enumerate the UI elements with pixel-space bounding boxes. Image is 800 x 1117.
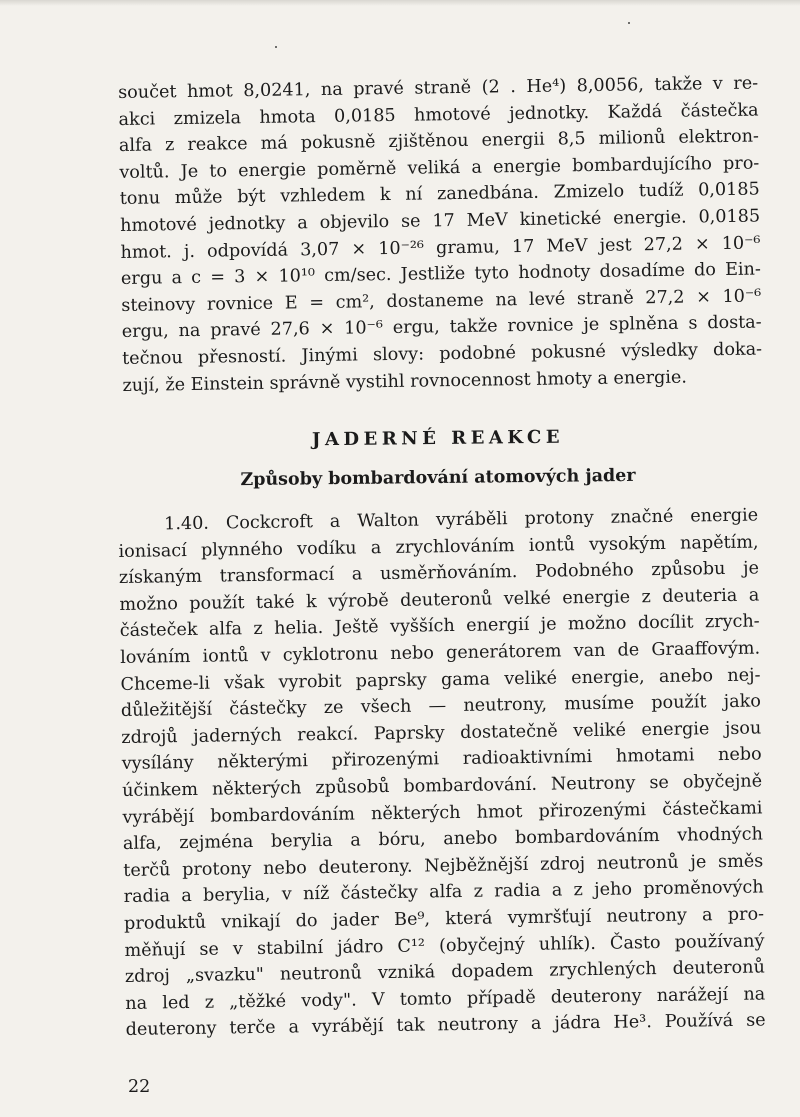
text-line: alfa, zejména berylia a bóru, anebo bombardováním vhodných (122, 824, 764, 855)
scan-edge-shadow (0, 0, 800, 6)
text-line: hmotové jednotky a objevilo se 17 MeV kinetické energie. 0,0185 (120, 206, 761, 236)
text-line: zují, že Einstein správně vystihl rovnocennost hmoty a energie. (122, 367, 688, 396)
text-line: terčů protony nebo deuterony. Nejběžnější zdroj neutronů je směs (123, 851, 764, 881)
text-line: ionisací plynného vodíku a zrychlováním iontů vysokým napětím, (118, 532, 759, 562)
text-line: Chceme-li však vyrobit paprsky gama veliké energie, anebo nej- (120, 665, 761, 695)
text-line: hmot. j. odpovídá 3,07 × 10⁻²⁶ gramu, 17 MeV jest 27,2 × 10⁻⁶ (120, 233, 761, 263)
text-line: deuterony terče a vyrábějí tak neutrony a jádra He³. Používá se (125, 1010, 766, 1041)
text-line: akci zmizela hmota 0,0185 hmotové jednotky. Každá částečka (118, 100, 759, 130)
text-line: možno použít také k výrobě deuteronů velké energie z deuteria a (119, 585, 760, 615)
text-line: lováním iontů v cyklotronu nebo generátorem van de Graaffovým. (120, 638, 761, 668)
page-number: 22 (128, 1077, 151, 1097)
text-line: tonu může být vzhledem k ní zanedbána. Zmizelo tudíž 0,0185 (119, 179, 760, 210)
text-line: alfa z reakce má pokusně zjištěnou energii 8,5 milionů elektron- (118, 126, 760, 157)
text-line: získaným transformací a usměrňováním. Podobného způsobu je (118, 558, 760, 589)
text-line: tečnou přesností. Jinými slovy: podobné pokusné výsledky doka- (121, 339, 763, 369)
text-line: částeček alfa z helia. Ještě vyšších energií je možno docílit zrych- (119, 611, 760, 642)
text-line: důležitější částečky ze všech — neutrony, musíme použít jako (120, 691, 762, 722)
text-line: ergu a c = 3 × 10¹⁰ cm/sec. Jestliže tyto hodnoty dosadíme do Ein- (120, 259, 762, 290)
text-line: vysílány některými přirozenými radioaktivními hmotami nebo (121, 744, 762, 775)
paragraph-bombardment (118, 503, 766, 1044)
text-line: zdroj „svazku" neutronů vzniká dopadem zrychlených deuteronů (124, 957, 765, 988)
text-line: 1.40. Cockcroft a Walton vyráběli protony značné energie (164, 505, 759, 535)
text-line: steinovy rovnice E = cm², dostaneme na levé straně 27,2 × 10⁻⁶ (121, 286, 762, 316)
dust-speck (275, 46, 277, 48)
text-line: produktů vnikají do jader Be⁹, která vymršťují neutrony a pro- (123, 904, 765, 934)
section-subheading: Způsoby bombardování atomových jader (240, 465, 636, 491)
text-line: zdrojů jaderných reakcí. Paprsky dostatečně veliké energie jsou (121, 718, 762, 748)
text-line: ergu, na pravé 27,6 × 10⁻⁶ ergu, takže rovnice je splněna s dosta- (121, 312, 762, 343)
text-line: měňují se v stabilní jádro C¹² (obyčejný uhlík). Často používaný (124, 930, 765, 961)
text-line: účinkem některých způsobů bombardování. Neutrony se obyčejně (121, 771, 763, 801)
text-line: vyrábějí bombardováním některých hmot přirozenými částečkami (122, 798, 763, 828)
text-line: radia a berylia, v níž částečky alfa z radia a z jeho proměnových (123, 877, 764, 908)
text-line: voltů. Je to energie poměrně veliká a energie bombardujícího pro- (119, 153, 760, 183)
dust-speck (628, 22, 630, 24)
paragraph-mass-energy (118, 71, 763, 400)
section-heading: JADERNÉ REAKCE (311, 426, 565, 451)
text-line: na led z „těžké vody". V tomto případě deuterony narážejí na (125, 984, 766, 1014)
text-line: součet hmot 8,0241, na pravé straně (2 . He⁴) 8,0056, takže v re- (118, 73, 759, 103)
